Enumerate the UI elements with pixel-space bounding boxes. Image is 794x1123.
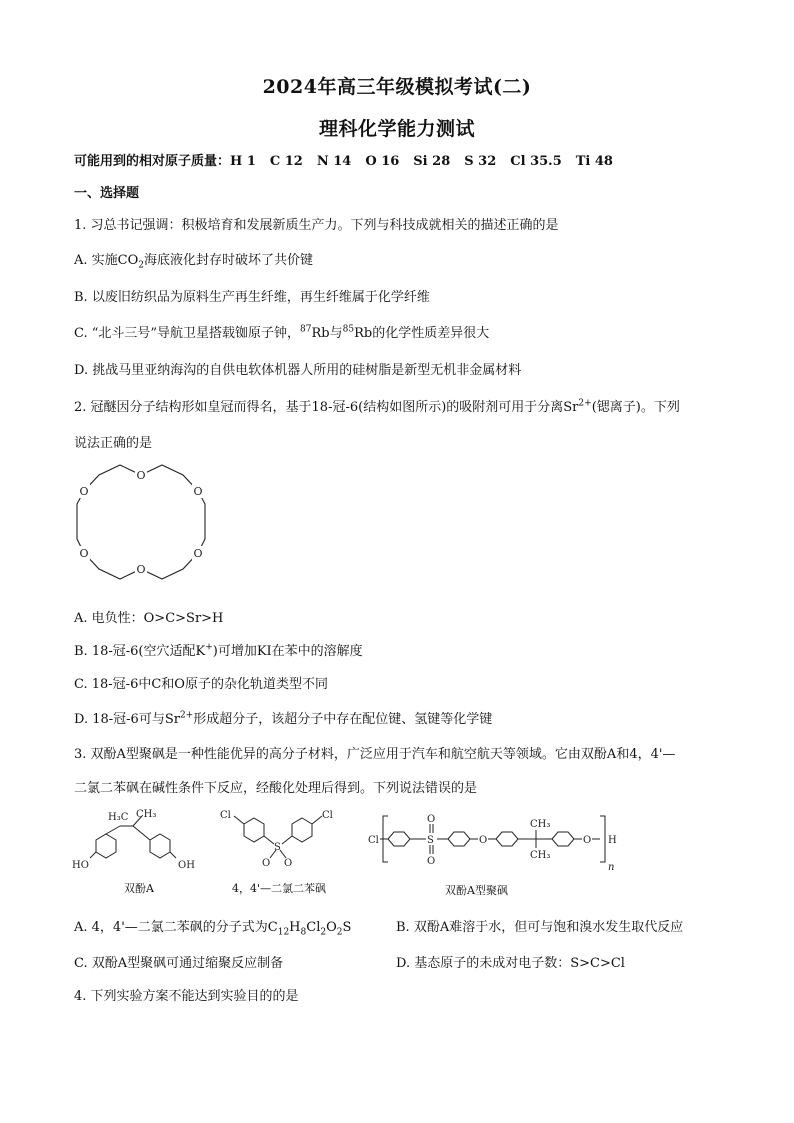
- ether-oxygen-label: O: [583, 835, 592, 846]
- ether-oxygen-label: O: [479, 835, 488, 846]
- chloro-label: Cl: [368, 835, 379, 846]
- crown-ether-structure: [66, 462, 216, 592]
- repeat-n-label: n: [608, 862, 615, 873]
- bisphenol-a-structure: [72, 808, 212, 874]
- hydrogen-label: H: [608, 835, 617, 846]
- oxygen-label: O: [427, 856, 436, 867]
- methyl-label: CH₃: [530, 850, 551, 861]
- mass-item: O 16: [365, 154, 400, 169]
- q3-option-d: D. 基态原子的未成对电子数：S>C>Cl: [396, 956, 625, 971]
- mass-item: C 12: [269, 154, 303, 169]
- atomic-masses-label: 可能用到的相对原子质量：: [74, 154, 231, 169]
- q3-option-c: C. 双酚A型聚砜可通过缩聚反应制备: [74, 956, 284, 971]
- methyl-label: CH₃: [530, 819, 551, 830]
- q3-stem-cont: 二氯二苯砜在碱性条件下反应，经酸化处理后得到。下列说法错误的是: [74, 781, 478, 796]
- q1-option-c: C. “北斗三号”导航卫星搭载铷原子钟，$^{87}$Rb与$^{85}$Rb的化学性质差异很大: [74, 324, 490, 341]
- oxygen-label: O: [262, 858, 271, 869]
- caption-bisphenol-a: 双酚A: [124, 882, 154, 895]
- mass-item: N 14: [316, 154, 352, 169]
- q2-option-a: A. 电负性：O>C>Sr>H: [74, 611, 224, 626]
- mass-item: H 1: [230, 154, 256, 169]
- polysulfone-structure: [368, 806, 628, 876]
- oxygen-label: O: [284, 858, 293, 869]
- ring-oxygen: O: [136, 563, 146, 576]
- ring-oxygen: O: [136, 469, 146, 482]
- section-heading: 一、选择题: [74, 186, 140, 201]
- q3-option-b: B. 双酚A难溶于水，但可与饱和溴水发生取代反应: [396, 920, 684, 935]
- hydroxyl-label: HO: [72, 860, 89, 871]
- ring-oxygen: O: [193, 547, 203, 560]
- exam-subtitle: 理科化学能力测试: [318, 118, 475, 140]
- mass-item: Cl 35.5: [510, 154, 562, 169]
- chloro-label: Cl: [220, 810, 231, 821]
- methyl-label: H₃C: [108, 812, 129, 823]
- atomic-masses: [74, 150, 613, 169]
- mass-item: S 32: [464, 154, 497, 169]
- hydroxyl-label: OH: [178, 860, 195, 871]
- q3-stem: 3. 双酚A型聚砜是一种性能优异的高分子材料，广泛应用于汽车和航空航天等领域。它由双酚A和4，4'—: [74, 747, 676, 762]
- q2-option-d: D. 18-冠-6可与$Sr^{2+}$形成超分子，该超分子中存在配位键、氢键等化学键: [74, 710, 493, 727]
- q2-stem-cont: 说法正确的是: [74, 436, 153, 451]
- ring-oxygen: O: [79, 485, 89, 498]
- mass-item: Ti 48: [575, 154, 613, 169]
- q2-option-c: C. 18-冠-6中C和O原子的杂化轨道类型不同: [74, 677, 328, 692]
- q1-option-a: A. 实施$CO_2$海底液化封存时破坏了共价键: [74, 253, 314, 271]
- sulfur-label: S: [427, 835, 434, 846]
- ring-oxygen: O: [193, 485, 203, 498]
- q1-option-d: D. 挑战马里亚纳海沟的自供电软体机器人所用的硅树脂是新型无机非金属材料: [74, 363, 522, 378]
- q2-option-b: B. 18-冠-6(空穴适配K+)可增加KI在苯中的溶解度: [74, 642, 363, 659]
- sulfur-label: S: [274, 842, 281, 853]
- mass-item: Si 28: [413, 154, 451, 169]
- caption-sulfone: 4，4'—二氯二苯砜: [232, 882, 327, 895]
- methyl-label: CH₃: [136, 809, 157, 820]
- chloro-label: Cl: [322, 810, 333, 821]
- q1-stem: 1. 习总书记强调：积极培育和发展新质生产力。下列与科技成就相关的描述正确的是: [74, 218, 559, 233]
- ring-oxygen: O: [79, 547, 89, 560]
- q2-stem: 2. 冠醚因分子结构形如皇冠而得名，基于18-冠-6(结构如图所示)的吸附剂可用于分离$Sr^{2+}$(锶离子)。下列: [74, 398, 680, 415]
- q4-stem: 4. 下列实验方案不能达到实验目的的是: [74, 989, 299, 1004]
- oxygen-label: O: [427, 814, 436, 825]
- q1-option-b: B. 以废旧纺织品为原料生产再生纤维，再生纤维属于化学纤维: [74, 290, 430, 305]
- q3-option-a: A. 4，4'—二氯二苯砜的分子式为$C_{12}H_8Cl_2O_2S$: [74, 920, 352, 938]
- caption-polysulfone: 双酚A型聚砜: [445, 884, 508, 897]
- dichlorodiphenylsulfone-structure: [218, 808, 348, 874]
- exam-title: 2024年高三年级模拟考试(二): [262, 76, 532, 98]
